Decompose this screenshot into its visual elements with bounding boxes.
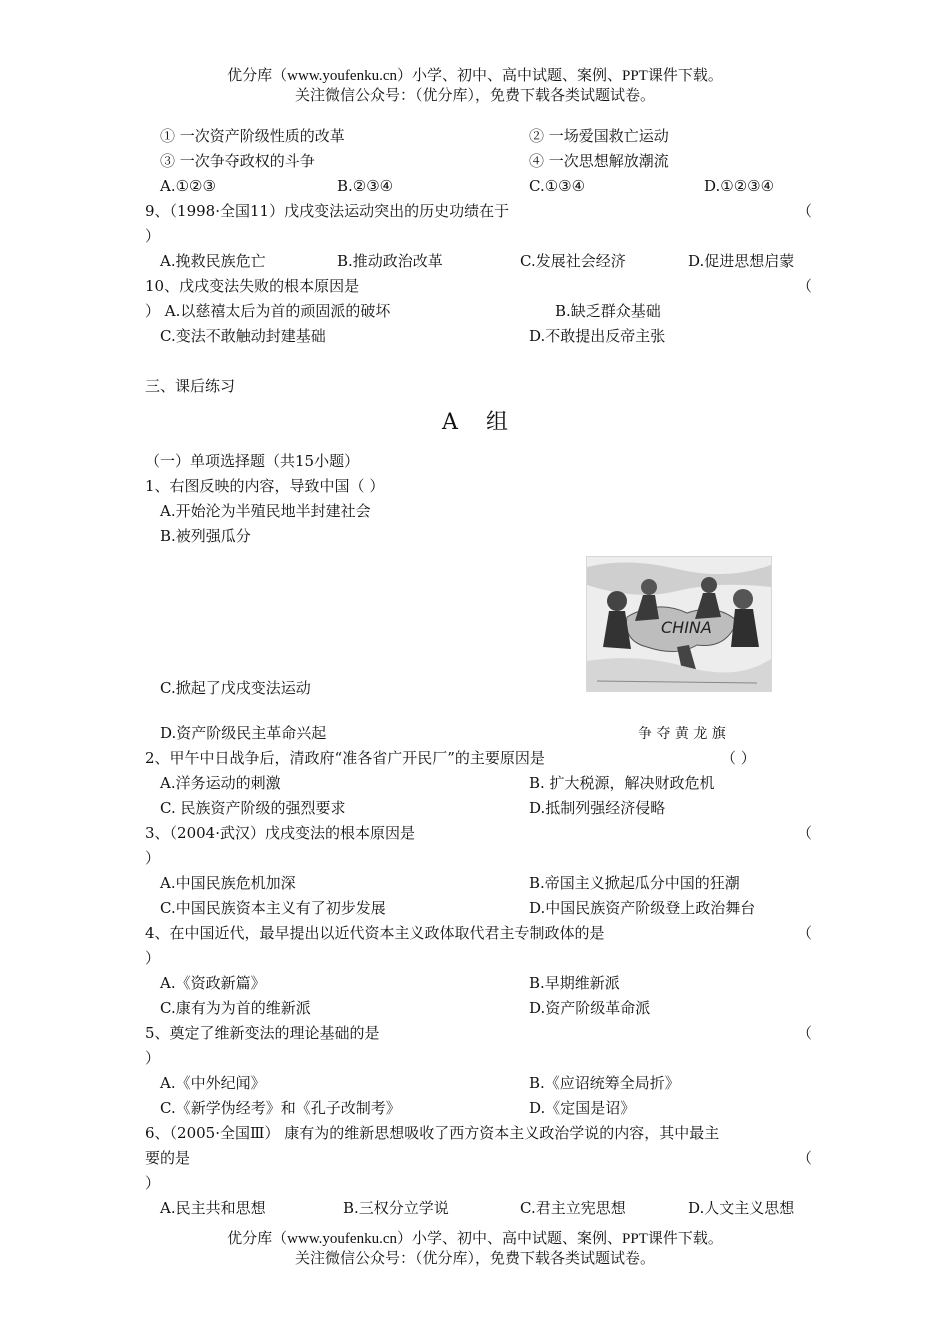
q2-option-c: C. 民族资产阶级的强烈要求 (160, 799, 346, 817)
q5-stem: 5、奠定了维新变法的理论基础的是 (145, 1024, 380, 1042)
statement-4: ④ 一次思想解放潮流 (529, 152, 669, 170)
q6-option-b: B.三权分立学说 (343, 1199, 449, 1217)
q3-option-d: D.中国民族资产阶级登上政治舞台 (529, 899, 756, 917)
q6-option-a: A.民主共和思想 (160, 1199, 266, 1217)
q1-stem: 1、右图反映的内容，导致中国（ ） (145, 477, 385, 495)
q6-option-c: C.君主立宪思想 (520, 1199, 626, 1217)
q10-option-a: ） A.以慈禧太后为首的顽固派的破坏 (145, 302, 391, 320)
q4-paren-close: ） (145, 949, 161, 967)
q3-paren-open: （ (797, 824, 813, 842)
q5-paren-open: （ (797, 1024, 813, 1042)
section-heading: 三、课后练习 (145, 377, 236, 395)
q6-paren-open: （ (797, 1149, 813, 1167)
q9-option-b: B.推动政治改革 (337, 252, 443, 270)
q3-option-b: B.帝国主义掀起瓜分中国的狂潮 (529, 874, 740, 892)
q4-option-a: A.《资政新篇》 (160, 974, 266, 992)
q4-stem: 4、在中国近代，最早提出以近代资本主义政体取代君主专制政体的是 (145, 924, 605, 942)
q9-paren-open: （ (797, 202, 813, 220)
q4-option-c: C.康有为为首的维新派 (160, 999, 311, 1017)
q1-option-d: D.资产阶级民主革命兴起 (160, 724, 327, 742)
q9-paren-close: ） (145, 227, 161, 245)
subsection-heading: （一）单项选择题（共15小题） (145, 452, 360, 470)
q9-option-a: A.挽救民族危亡 (160, 252, 266, 270)
option-a: A.①②③ (160, 177, 216, 195)
group-title (0, 409, 950, 437)
cartoon-drawing (587, 557, 771, 691)
q5-option-c: C.《新学伪经考》和《孔子改制考》 (160, 1099, 401, 1117)
group-title-char: 组 (485, 410, 508, 435)
q10-option-b: B.缺乏群众基础 (555, 302, 661, 320)
header-line-2: 关注微信公众号：（优分库），免费下载各类试题试卷。 (294, 88, 655, 104)
q10-option-c: C.变法不敢触动封建基础 (160, 327, 326, 345)
q6-paren-close: ） (145, 1174, 161, 1192)
q1-option-c: C.掀起了戊戌变法运动 (160, 679, 311, 697)
q5-option-d: D.《定国是诏》 (529, 1099, 636, 1117)
q3-option-c: C.中国民族资本主义有了初步发展 (160, 899, 386, 917)
statement-2: ② 一场爱国救亡运动 (529, 127, 669, 145)
image-caption: 争 夺 黄 龙 旗 (638, 726, 726, 742)
q9-option-d: D.促进思想启蒙 (688, 252, 795, 270)
q10-paren-open: （ (797, 277, 813, 295)
group-title-letter: A (442, 410, 458, 435)
option-b: B.②③④ (337, 177, 394, 195)
option-d: D.①②③④ (704, 177, 775, 195)
q6-stem-cont: 要的是 (145, 1149, 191, 1167)
q2-option-b: B. 扩大税源，解决财政危机 (529, 774, 715, 792)
q4-option-b: B.早期维新派 (529, 974, 620, 992)
q1-option-b: B.被列强瓜分 (160, 527, 251, 545)
footer-line-1: 优分库（www.youfenku.cn）小学、初中、高中试题、案例、PPT课件下载。 (227, 1231, 723, 1247)
footer-line-2: 关注微信公众号：（优分库），免费下载各类试题试卷。 (294, 1251, 655, 1267)
q3-paren-close: ） (145, 849, 161, 867)
q2-option-a: A.洋务运动的刺激 (160, 774, 281, 792)
q9-option-c: C.发展社会经济 (520, 252, 626, 270)
q4-paren-open: （ (797, 924, 813, 942)
q3-option-a: A.中国民族危机加深 (160, 874, 296, 892)
q9-stem: 9、（1998·全国11）戊戌变法运动突出的历史功绩在于 (145, 202, 510, 220)
q3-stem: 3、（2004·武汉）戊戌变法的根本原因是 (145, 824, 415, 842)
cartoon-label: CHINA (661, 618, 712, 637)
q6-option-d: D.人文主义思想 (688, 1199, 795, 1217)
cartoon-image (586, 556, 772, 692)
q1-option-a: A.开始沦为半殖民地半封建社会 (160, 502, 371, 520)
q5-option-b: B.《应诏统筹全局折》 (529, 1074, 680, 1092)
q10-stem: 10、戊戌变法失败的根本原因是 (145, 277, 360, 295)
q5-option-a: A.《中外纪闻》 (160, 1074, 266, 1092)
option-c: C.①③④ (529, 177, 586, 195)
q10-option-d: D.不敢提出反帝主张 (529, 327, 666, 345)
header-line-1: 优分库（www.youfenku.cn）小学、初中、高中试题、案例、PPT课件下载。 (227, 68, 723, 84)
q2-option-d: D.抵制列强经济侵略 (529, 799, 666, 817)
statement-1: ① 一次资产阶级性质的改革 (160, 127, 345, 145)
q2-paren: （ ） (721, 749, 756, 767)
q2-stem: 2、甲午中日战争后，清政府“准各省广开民厂”的主要原因是 (145, 749, 545, 767)
q4-option-d: D.资产阶级革命派 (529, 999, 651, 1017)
q6-stem: 6、（2005·全国Ⅲ） 康有为的维新思想吸收了西方资本主义政治学说的内容，其中最主 (145, 1124, 720, 1142)
statement-3: ③ 一次争夺政权的斗争 (160, 152, 315, 170)
q5-paren-close: ） (145, 1049, 161, 1067)
